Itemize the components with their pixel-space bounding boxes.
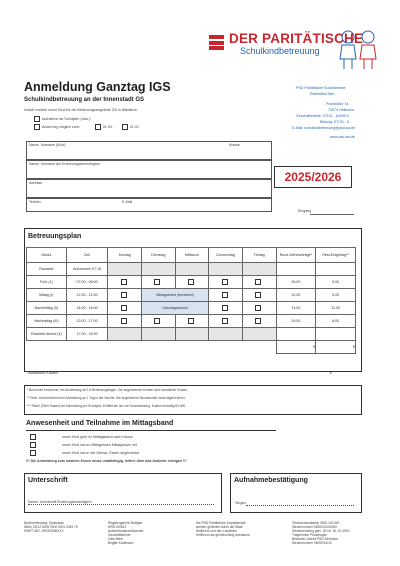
footer-line: werden gefördert durch die Stadt	[196, 525, 243, 529]
checkbox[interactable]	[34, 124, 40, 130]
checkbox[interactable]	[121, 279, 127, 285]
signature-title: Unterschrift	[28, 477, 68, 484]
checkbox[interactable]	[154, 279, 160, 285]
sum-euro-cell: €	[316, 341, 356, 354]
address-label: Adresse	[29, 181, 43, 185]
footer-funding	[196, 521, 250, 537]
checkbox[interactable]	[188, 279, 194, 285]
table-row	[27, 263, 356, 276]
time-cell: 17:00 - 18:00	[66, 328, 108, 341]
attendance-underline	[26, 430, 276, 431]
checkbox[interactable]	[222, 279, 228, 285]
class-label: Klasse	[229, 143, 240, 147]
footer-line: Heilbronn und den Landkreis	[196, 529, 237, 533]
footer-tax	[292, 521, 350, 545]
column-header: Mittwoch	[175, 248, 209, 263]
care-plan-table	[26, 247, 356, 354]
table-row	[27, 328, 356, 341]
column-header: Zeit	[66, 248, 108, 263]
page-subtitle: Schulkindbetreuung an der Innenstadt GS	[24, 97, 145, 103]
fullday-note: Ganztagsschule	[142, 302, 209, 315]
intro-line: Ich/wir melden unser Kind für die Betreuungsangebote GS in Waldkirch	[24, 108, 138, 112]
footer-line: SWIFT-BIC: HEISDE66XXX	[24, 529, 64, 533]
attendance-title: Anwesenheit und Teilnahme im Mittagsband	[26, 420, 174, 427]
phone2: Bildung: 07131 - 5	[320, 120, 350, 124]
modul-cell: Nachmittag (II)	[27, 302, 67, 315]
note-2: ** Rest. wird berechnet bei Anmeldung an 1 Tag in der Woche. Die angebotene Stundenzahl muss täglich ferner.	[27, 396, 186, 400]
table-row	[27, 315, 356, 328]
attendance-option-label: unser Kind isst in der Mensa. Essen angemeldet	[62, 450, 140, 455]
checkbox-date2[interactable]	[122, 124, 128, 130]
footer-line: Die PSD Paritätische Sozialdienste	[196, 521, 246, 525]
lunch-band-note: Mittagsband (bezahlen)	[142, 289, 209, 302]
footer-line: Gabi Beier	[108, 537, 124, 541]
price-cell	[276, 328, 316, 341]
checkbox[interactable]	[222, 305, 228, 311]
time-cell: Ankommen 07:15	[66, 263, 108, 276]
logo-subtitle: Schulkindbetreuung	[240, 46, 320, 56]
attendance-option-3	[30, 450, 139, 456]
column-header: Donnerstag	[209, 248, 243, 263]
option-change	[34, 124, 140, 130]
checkbox[interactable]	[30, 434, 36, 440]
column-header: Dienstag	[142, 248, 176, 263]
org-name: PSD Paritätische Sozialdienste	[296, 86, 346, 90]
attendance-option-1	[30, 434, 133, 440]
column-header: Freitag	[242, 248, 276, 263]
child-name-field[interactable]	[26, 141, 272, 160]
footer-line: Brigitte Kaufmann	[108, 541, 134, 545]
note-3: *** Rest2 (Ober Kasse) bei Anmeldung pro Schuljahr. Entfällt die nur mit Voranmeldung. Kosten einmalig 60,00€.	[27, 404, 186, 408]
footer-line: HRB 100813	[108, 525, 127, 529]
footer-line: Steuernummer 65300/12/00000	[292, 525, 338, 529]
child-name-label: Name, Vorname (Kind)	[29, 143, 66, 147]
option-change-label: Änderung möglich zum:	[42, 124, 80, 129]
footer-bank	[24, 521, 78, 533]
date1-label: 01.09.	[102, 124, 113, 129]
checkbox[interactable]	[222, 292, 228, 298]
confirmation-line	[246, 505, 354, 506]
monthly-costs-euro: €	[330, 371, 332, 375]
checkbox[interactable]	[255, 305, 261, 311]
column-header: Rest-Entgeltag**	[316, 248, 356, 263]
footer-line: IBAN: DE12 6205 0000 0001 2345 78	[24, 525, 78, 529]
time-cell: 13:00 - 17:00	[66, 315, 108, 328]
checkbox[interactable]	[34, 116, 40, 122]
attendance-option-label: unser Kind isst im Mittagessen Mittagessen mit	[62, 442, 137, 447]
children-illustration-icon	[335, 29, 381, 73]
page-title: Anmeldung Ganztag IGS	[24, 80, 171, 94]
price-cell: 12,00	[316, 302, 356, 315]
price-cell	[316, 263, 356, 276]
footer-line: Geschäftsführer	[108, 533, 131, 537]
modul-cell: Randzeit Abend (4)	[27, 328, 67, 341]
sum-euro-cell: €	[276, 341, 316, 354]
attendance-option-2	[30, 442, 137, 448]
checkbox[interactable]	[154, 318, 160, 324]
price-cell: 74,00	[276, 302, 316, 315]
org-name2: Reilstraße/Jahr	[310, 92, 335, 96]
modul-cell: Früh (1)	[27, 276, 67, 289]
school-year-badge: 2025/2026	[274, 166, 352, 188]
footer-line: Aufsichtsratsvorsitzender	[108, 529, 144, 533]
sum-row	[27, 341, 356, 354]
checkbox[interactable]	[30, 450, 36, 456]
time-cell: 14:00 - 16:00	[66, 302, 108, 315]
price-cell: 8,00	[316, 315, 356, 328]
phone-label: Telefon	[29, 200, 41, 204]
checkbox-date1[interactable]	[95, 124, 101, 130]
column-header: Montag	[108, 248, 142, 263]
price-cell	[276, 263, 316, 276]
checkbox[interactable]	[255, 279, 261, 285]
checkbox[interactable]	[255, 292, 261, 298]
modul-cell: Randzeit	[27, 263, 67, 276]
warm-meal-note: !!! Die Anmeldung zum warmen Essen muss unabhängig, online über das Anbieter erfolgen !!!	[26, 459, 187, 463]
footer-line: Bewerber Jahres PSD Seminare	[292, 537, 339, 541]
checkbox[interactable]	[222, 318, 228, 324]
price-cell: 29,00	[276, 315, 316, 328]
footer-line: Trägerinnen Privatfragen	[292, 533, 328, 537]
email: E-Mail: schulkindbetreuung@psd-sw.de	[292, 126, 356, 130]
footer-line: Registergericht Stuttgart	[108, 521, 143, 525]
table-row	[27, 302, 356, 315]
date2-label: 01.02.	[129, 124, 140, 129]
contact-field[interactable]	[26, 198, 272, 212]
website: www.psd-sw.de	[330, 135, 355, 139]
monthly-costs-label: Monatliche Kosten:	[28, 371, 59, 375]
price-cell: 5,00	[316, 276, 356, 289]
column-header: Modul	[27, 248, 67, 263]
footer-line: Steuerberatung gem. §4 Nr. 18, 25 UStG	[292, 529, 350, 533]
phone: Geschäftsstelle: 07131 - 64390-0	[296, 114, 349, 118]
signature-line	[28, 504, 214, 505]
footer-line: Telekommunikation 0800 100 467	[292, 521, 340, 525]
footer-line: Steuernummer 06000/14/12	[292, 541, 332, 545]
option-start-label: Aufnahme ab Schuljahr (Jahr):	[42, 116, 91, 121]
table-header-row	[27, 248, 356, 263]
parent-name-label: Name, Vorname der Erziehungsberechtigten	[29, 162, 100, 166]
time-cell: 12:30 - 14:00	[66, 289, 108, 302]
table-row	[27, 289, 356, 302]
footer-line: Bankverbindung: Sparkasse	[24, 521, 64, 525]
checkbox[interactable]	[188, 318, 194, 324]
care-plan-title: Betreuungsplan	[28, 233, 82, 240]
checkbox[interactable]	[121, 305, 127, 311]
signature-label: Datum / Unterschrift Erziehungsberechtigte/n	[28, 500, 92, 504]
checkbox[interactable]	[121, 292, 127, 298]
time-cell: 07:00 - 08:00	[66, 276, 108, 289]
paritaetische-logo-icon	[209, 35, 224, 50]
checkbox[interactable]	[121, 318, 127, 324]
table-row	[27, 276, 356, 289]
received-label: Eingang	[298, 209, 312, 213]
logo-title: DER PARITÄTISCHE	[229, 31, 364, 46]
checkbox[interactable]	[30, 442, 36, 448]
attendance-option-label: unser Kind geht im Mittagsband nach Hause	[62, 434, 133, 439]
received-line	[310, 214, 354, 215]
footer-line: Heilbronn als gemeinnützig anerkannt	[196, 533, 250, 537]
price-cell	[316, 328, 356, 341]
street: Poststraße 7a	[326, 102, 349, 106]
option-start	[34, 116, 91, 122]
confirmation-label: * Beginn	[234, 501, 247, 505]
parent-name-field[interactable]	[26, 160, 272, 179]
price-cell: 26,00	[276, 276, 316, 289]
price-cell: 10,00	[276, 289, 316, 302]
footer-register	[108, 521, 144, 545]
checkbox[interactable]	[255, 318, 261, 324]
modul-cell: Nachmittag (III)	[27, 315, 67, 328]
city: 74074 Heilbronn	[328, 108, 355, 112]
note-1: * Bund wird berechnet, bei Anmeldung ab 2-5 Betreuungstagen. Die angebotenen Kosten sind monatliche Kosten.	[27, 388, 188, 392]
address-field[interactable]	[26, 179, 272, 198]
modul-cell: Mittag (I)	[27, 289, 67, 302]
confirmation-title: Aufnahmebestätigung	[234, 477, 308, 484]
price-cell: 5,00	[316, 289, 356, 302]
column-header: Rund-Mehrbeiträge*	[276, 248, 316, 263]
email-label: E-Mail	[122, 200, 133, 204]
